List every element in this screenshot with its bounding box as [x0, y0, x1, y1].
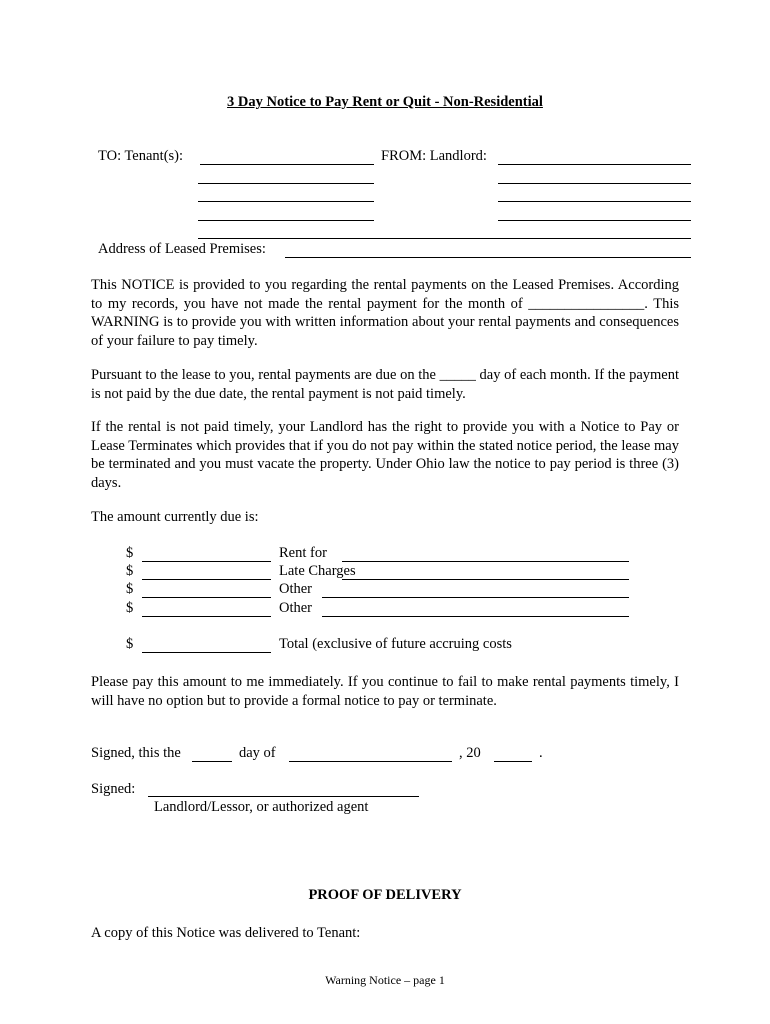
tenant-name-line-4[interactable] — [198, 220, 374, 221]
signature-line[interactable] — [148, 796, 419, 797]
charge-description-line-late[interactable] — [342, 579, 629, 580]
to-tenant-label: TO: Tenant(s): — [98, 148, 184, 164]
signed-year-line[interactable] — [494, 761, 532, 762]
from-landlord-label: FROM: Landlord: — [381, 148, 487, 164]
signed-day-line[interactable] — [192, 761, 232, 762]
tenant-name-line-1[interactable] — [200, 164, 374, 165]
period: . — [539, 745, 543, 761]
signer-caption: Landlord/Lessor, or authorized agent — [154, 799, 369, 815]
delivery-text: A copy of this Notice was delivered to Tenant: — [91, 925, 361, 941]
signed-label: Signed: — [91, 781, 136, 797]
tenant-name-line-3[interactable] — [198, 201, 374, 202]
currency-symbol: $ — [126, 636, 134, 652]
amount-line-other-2[interactable] — [142, 616, 271, 617]
address-label: Address of Leased Premises: — [98, 241, 266, 257]
signed-month-line[interactable] — [289, 761, 452, 762]
notice-paragraph: This NOTICE is provided to you regarding the rental payments on the Leased Premises. According to my records, you have not made the rental payment for the month of ________________. This WARNING is to provide you with written information about your rental payments and consequences of your failure to pay timely. — [91, 277, 679, 349]
amount-line-late[interactable] — [142, 579, 271, 580]
charge-description-line-other-1[interactable] — [322, 597, 629, 598]
year-prefix: , 20 — [459, 745, 481, 761]
amount-line-rent[interactable] — [142, 561, 271, 562]
charge-label-other-2: Other — [279, 600, 313, 616]
currency-symbol: $ — [126, 545, 134, 561]
landlord-name-line-1[interactable] — [498, 164, 691, 165]
signed-this-label: Signed, this the — [91, 745, 181, 761]
charge-label-rent: Rent for — [279, 545, 327, 561]
rights-paragraph: If the rental is not paid timely, your Landlord has the right to provide you with a Notice to Pay or Lease Terminates which provides that if you do not pay within the stated notice period, the lease may be terminated and you must vacate the property. Under Ohio law the notice to pay period is three (3) days. — [91, 419, 679, 491]
landlord-name-line-4[interactable] — [498, 220, 691, 221]
currency-symbol: $ — [126, 600, 134, 616]
day-of-label: day of — [239, 745, 276, 761]
due-date-paragraph: Pursuant to the lease to you, rental payments are due on the _____ day of each month. If the payment is not paid by the due date, the rental payment is not paid timely. — [91, 367, 679, 402]
charge-label-late: Late Charges — [279, 563, 356, 579]
separator-line[interactable] — [198, 238, 691, 239]
payment-request-paragraph: Please pay this amount to me immediately. If you continue to fail to make rental payments timely, I will have no option but to provide a formal notice to pay or terminate. — [91, 674, 679, 709]
tenant-name-line-2[interactable] — [198, 183, 374, 184]
landlord-name-line-3[interactable] — [498, 201, 691, 202]
currency-symbol: $ — [126, 563, 134, 579]
amount-line-other-1[interactable] — [142, 597, 271, 598]
amount-line-total[interactable] — [142, 652, 271, 653]
amount-intro: The amount currently due is: — [91, 509, 259, 525]
document-title: 3 Day Notice to Pay Rent or Quit - Non-Residential — [227, 94, 543, 110]
total-label: Total (exclusive of future accruing costs — [279, 636, 512, 652]
proof-of-delivery-heading: PROOF OF DELIVERY — [308, 887, 462, 903]
charge-description-line-rent[interactable] — [342, 561, 629, 562]
landlord-name-line-2[interactable] — [498, 183, 691, 184]
address-line[interactable] — [285, 257, 691, 258]
charge-label-other-1: Other — [279, 581, 313, 597]
charge-description-line-other-2[interactable] — [322, 616, 629, 617]
page-footer: Warning Notice – page 1 — [325, 973, 445, 987]
currency-symbol: $ — [126, 581, 134, 597]
